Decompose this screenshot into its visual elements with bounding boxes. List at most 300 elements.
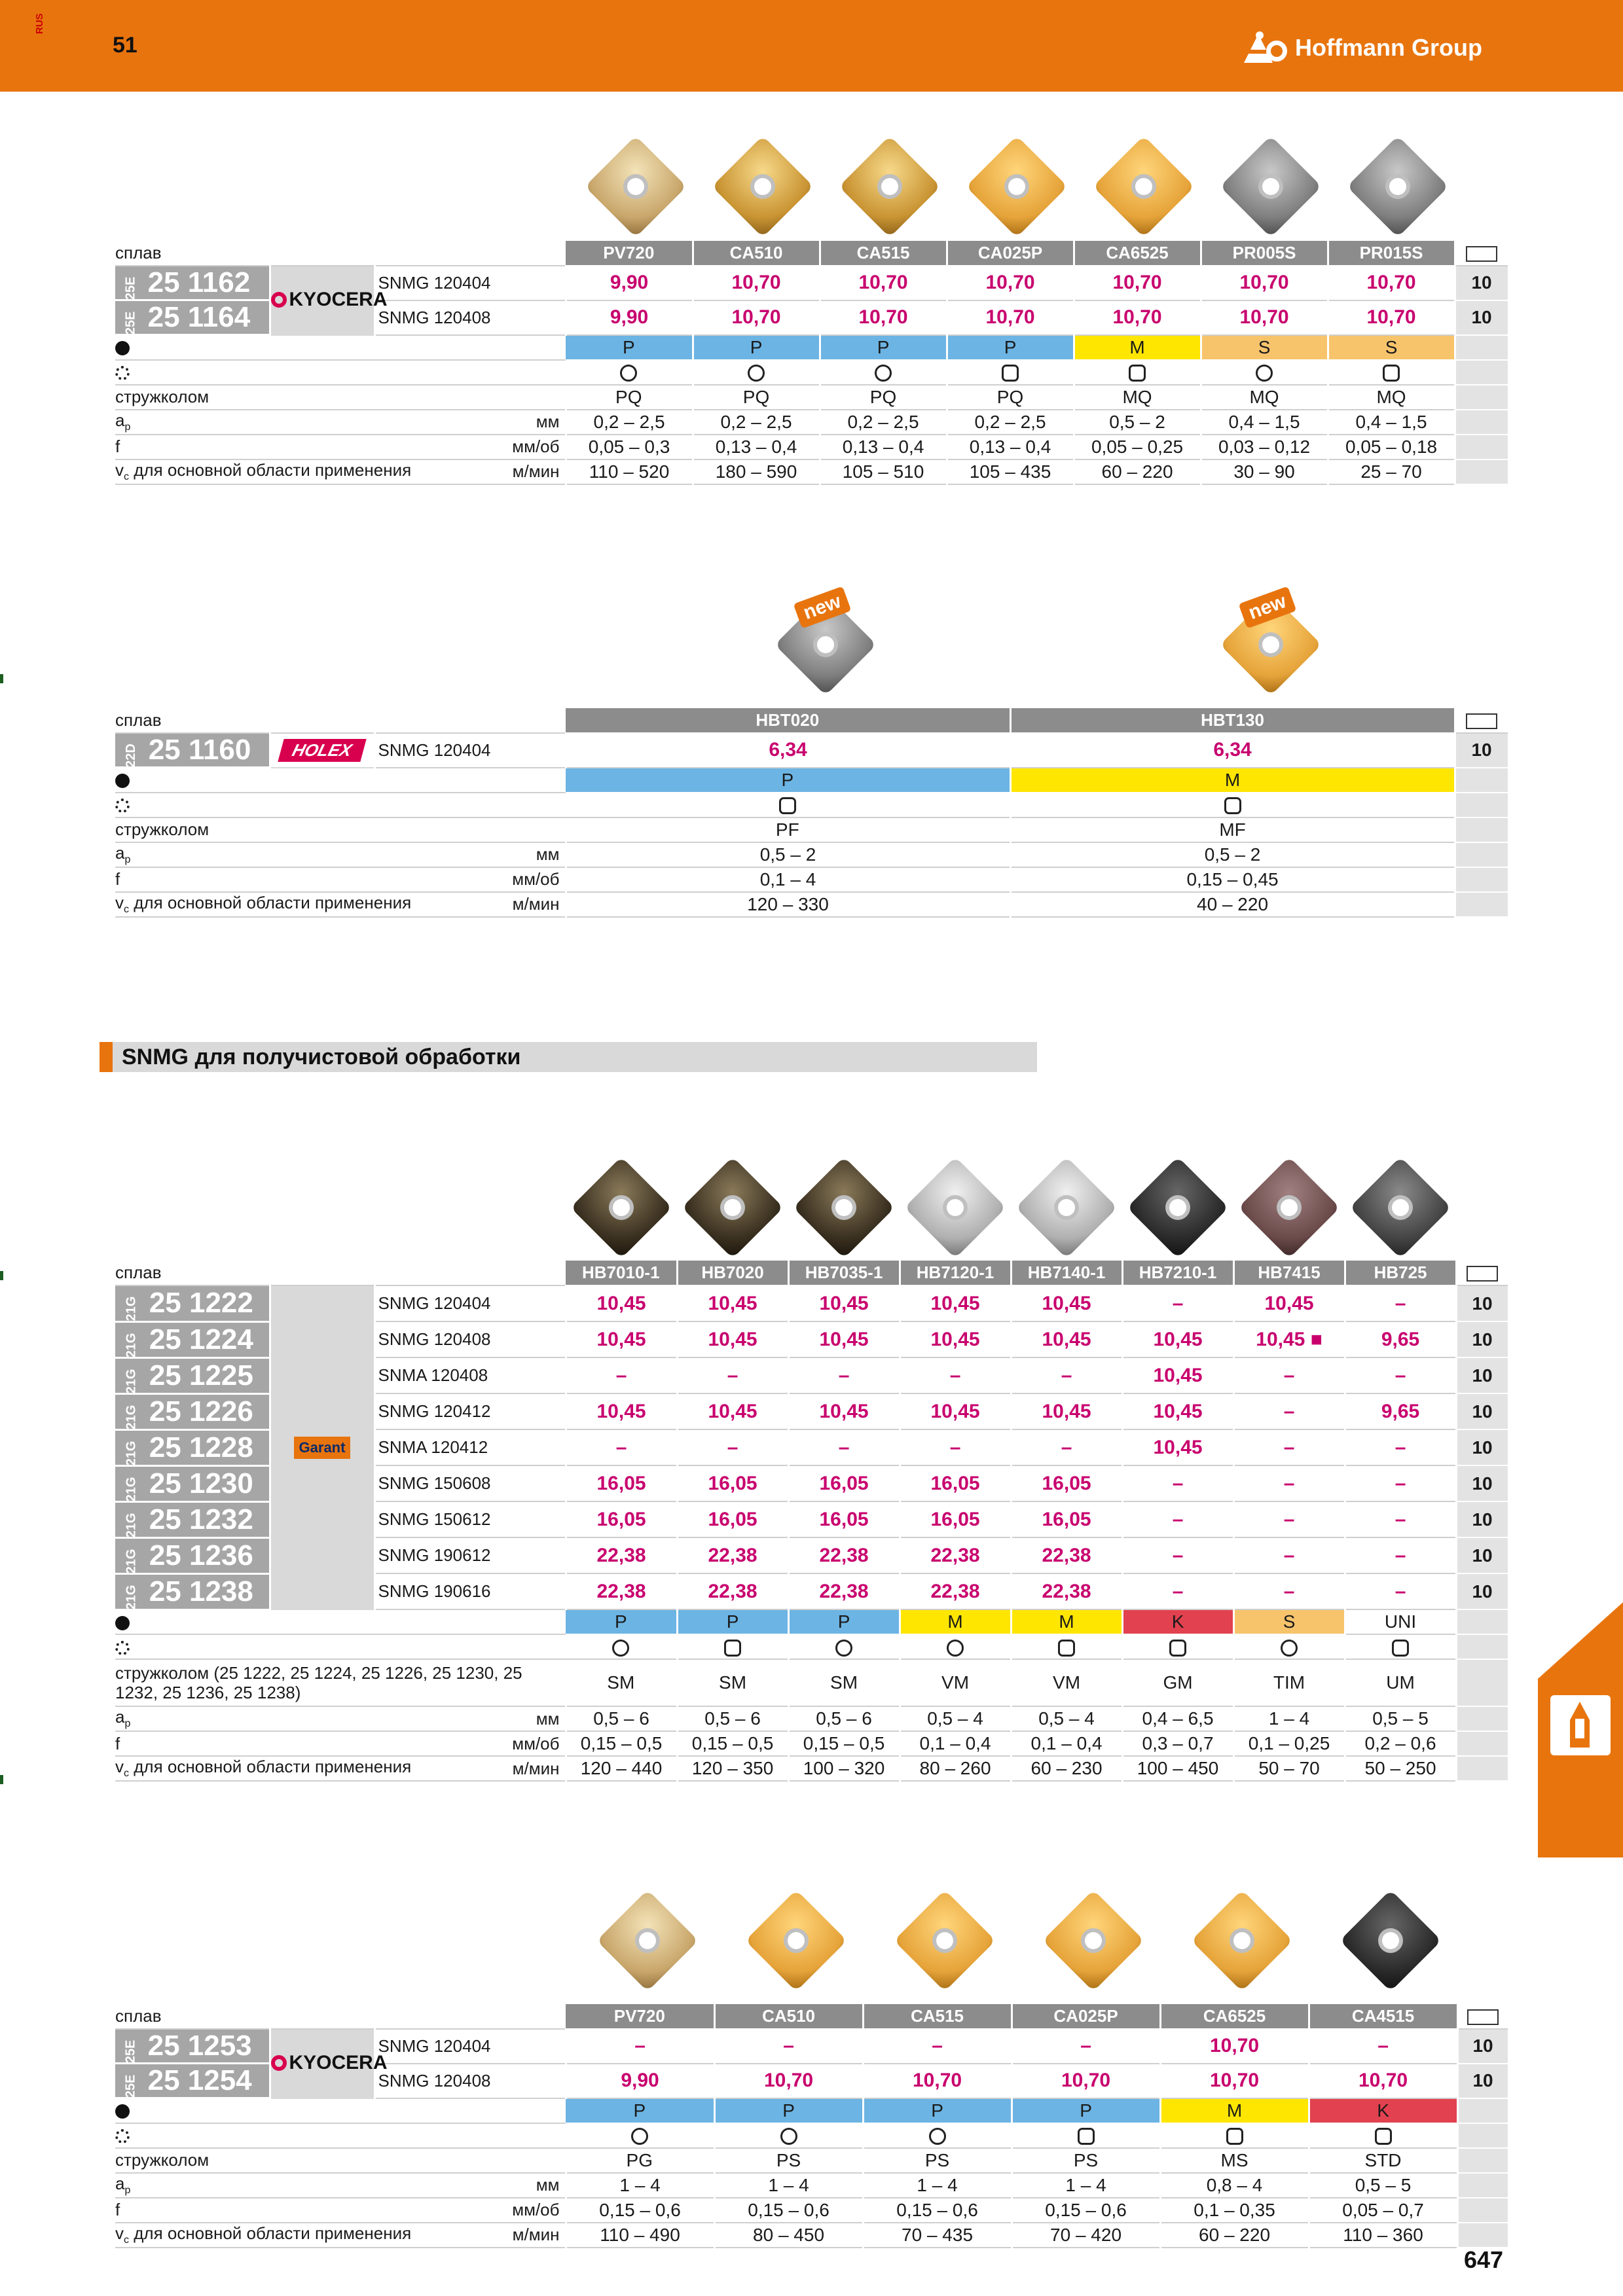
table-row <box>115 1285 1508 1321</box>
grade-header: CA510 <box>693 241 820 266</box>
f-value: 0,15 – 0,45 <box>1010 867 1455 892</box>
f-value: 0,13 – 0,4 <box>820 435 947 459</box>
unit: м/мин <box>374 459 566 484</box>
price[interactable]: 10,45 <box>1011 1321 1122 1357</box>
price[interactable]: 10,70 <box>947 266 1074 300</box>
price[interactable]: – <box>900 1357 1011 1393</box>
price[interactable]: – <box>566 1429 677 1465</box>
grade-header: HB7035-1 <box>788 1261 900 1285</box>
grade-header: HB7010-1 <box>566 1261 677 1285</box>
price[interactable]: – <box>714 2029 863 2064</box>
price[interactable]: 22,38 <box>566 1573 677 1609</box>
designation: SNMG 120408 <box>374 300 566 335</box>
price[interactable]: – <box>566 2029 714 2064</box>
insert-images <box>115 590 1508 687</box>
chipbreaker: PS <box>714 2148 863 2173</box>
coating-icon <box>115 360 566 385</box>
geometry-icon <box>1160 2123 1309 2148</box>
price[interactable]: – <box>1122 1285 1233 1321</box>
price[interactable]: 10,70 <box>863 2064 1012 2098</box>
price[interactable]: 10,70 <box>1074 300 1201 335</box>
article-number[interactable]: 21G 25 1236 <box>115 1537 270 1573</box>
price[interactable]: 10,45 <box>1122 1429 1233 1465</box>
geometry-icon <box>900 1634 1011 1659</box>
pack-qty: 10 <box>1456 1285 1508 1321</box>
insert-image <box>1093 135 1195 238</box>
price[interactable]: 9,90 <box>566 300 693 335</box>
vc-label: $v_c$ для основной области применения <box>115 459 374 484</box>
vc-value: 30 – 90 <box>1201 459 1328 484</box>
price[interactable]: – <box>1233 1501 1345 1537</box>
price[interactable]: 22,38 <box>677 1573 788 1609</box>
pack-qty: 10 <box>1456 1393 1508 1429</box>
grade-header: CA6525 <box>1074 241 1201 266</box>
pack-qty: 10 <box>1457 2029 1508 2064</box>
insert-image <box>1127 1157 1229 1259</box>
price[interactable]: 10,70 <box>1328 300 1455 335</box>
ap-label: $a_p$ <box>115 1706 374 1731</box>
vc-value: 60 – 220 <box>1074 459 1201 484</box>
f-value: 0,15 – 0,6 <box>714 2198 863 2223</box>
hoffmann-logo[interactable] <box>1244 31 1482 64</box>
iso-group: M <box>1160 2098 1309 2123</box>
price[interactable]: 22,38 <box>900 1573 1011 1609</box>
designation: SNMG 150608 <box>374 1465 566 1501</box>
gutter-mark <box>0 1775 3 1784</box>
unit: м/мин <box>374 892 566 917</box>
language-code: RUS <box>34 13 45 34</box>
price[interactable]: – <box>1233 1465 1345 1501</box>
package-icon <box>1455 241 1508 266</box>
price[interactable]: 16,05 <box>788 1501 900 1537</box>
price[interactable]: 9,65 <box>1345 1393 1456 1429</box>
price[interactable]: 16,05 <box>788 1465 900 1501</box>
price[interactable]: 10,70 <box>1328 266 1455 300</box>
f-value: 0,15 – 0,5 <box>677 1731 788 1756</box>
ap-value: 0,5 – 2 <box>566 842 1010 867</box>
price[interactable]: – <box>788 1429 900 1465</box>
chipbreaker-label: стружколом <box>115 817 566 842</box>
geometry-icon <box>1074 360 1201 385</box>
grade-header: CA6525 <box>1160 2004 1309 2029</box>
iso-group: K <box>1309 2098 1457 2123</box>
product-table <box>115 241 1510 485</box>
price[interactable]: – <box>1345 1429 1456 1465</box>
brand-name: Hoffmann Group <box>1295 34 1482 61</box>
material-icon <box>115 335 566 360</box>
price[interactable]: 22,38 <box>1011 1537 1122 1573</box>
ap-value: 0,5 – 4 <box>900 1706 1011 1731</box>
ap-value: 0,5 – 2 <box>1074 410 1201 435</box>
price[interactable]: 10,45 <box>566 1285 677 1321</box>
price[interactable]: – <box>1233 1573 1345 1609</box>
chipbreaker: PG <box>566 2148 714 2173</box>
geometry-icon <box>566 360 693 385</box>
price[interactable]: – <box>1122 1465 1233 1501</box>
package-icon <box>1455 708 1508 733</box>
price[interactable]: 10,45 <box>566 1393 677 1429</box>
price[interactable]: 10,45 <box>1122 1357 1233 1393</box>
vc-value: 110 – 360 <box>1309 2223 1457 2248</box>
coating-icon <box>115 1634 566 1659</box>
price[interactable]: 16,05 <box>566 1501 677 1537</box>
insert-image <box>1347 135 1449 238</box>
material-icon <box>115 2098 566 2123</box>
price[interactable]: 10,70 <box>714 2064 863 2098</box>
price[interactable]: 22,38 <box>566 1537 677 1573</box>
price[interactable]: – <box>1309 2029 1457 2064</box>
price[interactable]: 10,70 <box>1160 2029 1309 2064</box>
grade-header: CA510 <box>714 2004 863 2029</box>
price[interactable]: – <box>1345 1357 1456 1393</box>
f-value: 0,05 – 0,3 <box>566 435 693 459</box>
alloy-label: сплав <box>115 1261 566 1285</box>
chipbreaker: MQ <box>1201 385 1328 410</box>
geometry-icon <box>1011 1634 1122 1659</box>
ap-value: 0,5 – 5 <box>1309 2173 1457 2198</box>
price[interactable]: – <box>863 2029 1012 2064</box>
package-icon <box>1457 2004 1508 2029</box>
geometry-icon <box>1328 360 1455 385</box>
vc-value: 120 – 440 <box>566 1756 677 1781</box>
insert-image <box>904 1157 1006 1259</box>
designation: SNMG 190616 <box>374 1573 566 1609</box>
ap-label: $a_p$ <box>115 410 374 435</box>
article-number[interactable]: 21G 25 1225 <box>115 1357 270 1393</box>
f-value: 0,03 – 0,12 <box>1201 435 1328 459</box>
geometry-icon <box>1012 2123 1160 2148</box>
price[interactable]: – <box>1345 1285 1456 1321</box>
vc-value: 105 – 510 <box>820 459 947 484</box>
price[interactable]: 22,38 <box>1011 1573 1122 1609</box>
chipbreaker: TIM <box>1233 1659 1345 1706</box>
designation: SNMA 120412 <box>374 1429 566 1465</box>
article-number[interactable]: 21G 25 1222 <box>115 1285 270 1321</box>
insert-image <box>682 1157 784 1259</box>
article-number[interactable]: 21G 25 1232 <box>115 1501 270 1537</box>
iso-group: P <box>947 335 1074 360</box>
ap-value: 0,2 – 2,5 <box>947 410 1074 435</box>
insert-images <box>115 151 1508 229</box>
pack-qty: 10 <box>1456 1573 1508 1609</box>
unit: мм <box>374 1706 566 1731</box>
kyocera-logo: KYOCERA <box>270 2029 374 2098</box>
material-icon <box>115 768 566 793</box>
insert-image <box>1349 1157 1451 1259</box>
chipbreaker: MF <box>1010 817 1455 842</box>
chapter-number: 51 <box>113 33 137 58</box>
grade-header: HB7020 <box>677 1261 788 1285</box>
price[interactable]: 16,05 <box>900 1465 1011 1501</box>
price[interactable]: – <box>1122 1501 1233 1537</box>
vc-value: 50 – 250 <box>1345 1756 1456 1781</box>
product-table <box>115 2004 1510 2248</box>
grade-header: HB7140-1 <box>1011 1261 1122 1285</box>
price[interactable]: 9,65 <box>1345 1321 1456 1357</box>
price[interactable]: 10,45 <box>1011 1393 1122 1429</box>
price[interactable]: 9,90 <box>566 266 693 300</box>
vc-value: 80 – 260 <box>900 1756 1011 1781</box>
insert-image <box>1191 1890 1293 1992</box>
price[interactable]: 10,70 <box>693 300 820 335</box>
price[interactable]: 10,45 <box>900 1393 1011 1429</box>
unit: мм <box>374 842 566 867</box>
f-label: f <box>115 435 374 459</box>
price[interactable]: 10,70 <box>1201 266 1328 300</box>
price[interactable]: 10,70 <box>1309 2064 1457 2098</box>
price[interactable]: – <box>677 1357 788 1393</box>
price[interactable]: – <box>1233 1429 1345 1465</box>
pack-qty: 10 <box>1456 1357 1508 1393</box>
article-number[interactable]: 21G 25 1230 <box>115 1465 270 1501</box>
designation: SNMG 120404 <box>374 1285 566 1321</box>
price[interactable]: 10,70 <box>1201 300 1328 335</box>
insert-image <box>839 135 941 238</box>
ap-value: 0,5 – 6 <box>788 1706 900 1731</box>
grade-header: HB725 <box>1345 1261 1456 1285</box>
price[interactable]: 16,05 <box>1011 1501 1122 1537</box>
price[interactable]: 16,05 <box>1011 1465 1122 1501</box>
pack-qty: 10 <box>1456 1501 1508 1537</box>
f-value: 0,15 – 0,6 <box>566 2198 714 2223</box>
f-value: 0,1 – 4 <box>566 867 1010 892</box>
insert-image <box>585 135 687 238</box>
geometry-icon <box>820 360 947 385</box>
designation: SNMG 120404 <box>374 266 566 300</box>
iso-group: P <box>566 335 693 360</box>
unit: мм/об <box>374 867 566 892</box>
turning-tool-icon[interactable] <box>1550 1695 1611 1755</box>
ap-value: 1 – 4 <box>714 2173 863 2198</box>
price[interactable]: 10,70 <box>693 266 820 300</box>
price[interactable]: 10,45 <box>1122 1321 1233 1357</box>
iso-group: P <box>693 335 820 360</box>
price[interactable]: 10,70 <box>947 300 1074 335</box>
article-number[interactable]: 21G 25 1228 <box>115 1429 270 1465</box>
chipbreaker: GM <box>1122 1659 1233 1706</box>
f-value: 0,13 – 0,4 <box>947 435 1074 459</box>
vc-value: 50 – 70 <box>1233 1756 1345 1781</box>
price[interactable]: 9,90 <box>566 2064 714 2098</box>
article-number[interactable]: 21G 25 1224 <box>115 1321 270 1357</box>
coating-icon <box>115 793 566 817</box>
price[interactable]: – <box>1345 1501 1456 1537</box>
ap-value: 0,4 – 6,5 <box>1122 1706 1233 1731</box>
article-number[interactable]: 21G 25 1226 <box>115 1393 270 1429</box>
price[interactable]: 10,45 <box>677 1321 788 1357</box>
pack-qty: 10 <box>1456 1321 1508 1357</box>
price[interactable]: 10,45 <box>788 1321 900 1357</box>
grade-header: PR015S <box>1328 241 1455 266</box>
ap-value: 0,5 – 5 <box>1345 1706 1456 1731</box>
price[interactable]: 10,45 <box>677 1285 788 1321</box>
article-number[interactable]: 25E 25 1162 <box>115 266 270 300</box>
price[interactable]: 22,38 <box>900 1537 1011 1573</box>
vc-label: $v_c$ для основной области применения <box>115 2223 374 2248</box>
price[interactable]: – <box>1345 1537 1456 1573</box>
chipbreaker: PS <box>863 2148 1012 2173</box>
geometry-icon <box>1345 1634 1456 1659</box>
ap-value: 0,2 – 2,5 <box>820 410 947 435</box>
price[interactable]: – <box>1345 1573 1456 1609</box>
price[interactable]: 10,70 <box>1160 2064 1309 2098</box>
grade-header: CA4515 <box>1309 2004 1457 2029</box>
price[interactable]: 16,05 <box>566 1465 677 1501</box>
price[interactable]: – <box>1345 1465 1456 1501</box>
price[interactable]: – <box>900 1429 1011 1465</box>
unit: мм <box>374 410 566 435</box>
vc-value: 100 – 450 <box>1122 1756 1233 1781</box>
iso-group: M <box>900 1609 1011 1634</box>
pack-qty: 10 <box>1455 733 1508 768</box>
geometry-icon <box>566 2123 714 2148</box>
article-number[interactable]: 25E 25 1254 <box>115 2064 270 2098</box>
insert-image <box>1340 1890 1442 1992</box>
designation: SNMG 120404 <box>374 2029 566 2064</box>
article-number[interactable]: 22D 25 1160 <box>115 733 270 768</box>
iso-group: P <box>788 1609 900 1634</box>
f-value: 0,1 – 0,4 <box>900 1731 1011 1756</box>
price[interactable]: 10,70 <box>1012 2064 1160 2098</box>
price[interactable]: 16,05 <box>677 1465 788 1501</box>
ap-value: 0,2 – 2,5 <box>566 410 693 435</box>
iso-group: P <box>566 2098 714 2123</box>
vc-value: 110 – 490 <box>566 2223 714 2248</box>
chipbreaker: PS <box>1012 2148 1160 2173</box>
gutter-mark <box>0 674 3 683</box>
iso-group: M <box>1010 768 1455 793</box>
iso-group: P <box>714 2098 863 2123</box>
vc-label: $v_c$ для основной области применения <box>115 892 374 917</box>
f-value: 0,1 – 0,4 <box>1011 1731 1122 1756</box>
price[interactable]: – <box>1122 1537 1233 1573</box>
alloy-label: сплав <box>115 708 566 733</box>
price[interactable]: – <box>1233 1357 1345 1393</box>
ap-value: 0,4 – 1,5 <box>1328 410 1455 435</box>
vc-value: 60 – 220 <box>1160 2223 1309 2248</box>
price[interactable]: 16,05 <box>677 1501 788 1537</box>
price[interactable]: 10,45 <box>788 1285 900 1321</box>
chipbreaker: PQ <box>820 385 947 410</box>
price[interactable]: 10,45 <box>900 1321 1011 1357</box>
ap-label: $a_p$ <box>115 2173 374 2198</box>
pack-qty: 10 <box>1455 300 1508 335</box>
f-value: 0,15 – 0,6 <box>863 2198 1012 2223</box>
insert-images <box>115 1172 1508 1250</box>
price[interactable]: 22,38 <box>788 1537 900 1573</box>
iso-group: K <box>1122 1609 1233 1634</box>
geometry-icon <box>1010 793 1455 817</box>
price[interactable]: – <box>1233 1537 1345 1573</box>
iso-group: UNI <box>1345 1609 1456 1634</box>
chipbreaker: PF <box>566 817 1010 842</box>
chipbreaker: VM <box>900 1659 1011 1706</box>
price[interactable]: 10,45 <box>788 1393 900 1429</box>
vc-value: 80 – 450 <box>714 2223 863 2248</box>
grade-header: CA025P <box>947 241 1074 266</box>
geometry-icon <box>566 1634 677 1659</box>
insert-image <box>1238 1157 1340 1259</box>
price[interactable]: 6,34 <box>566 733 1010 768</box>
geometry-icon <box>714 2123 863 2148</box>
price[interactable]: 10,70 <box>1074 266 1201 300</box>
f-value: 0,3 – 0,7 <box>1122 1731 1233 1756</box>
geometry-icon <box>677 1634 788 1659</box>
price[interactable]: – <box>677 1429 788 1465</box>
iso-group: P <box>566 768 1010 793</box>
pack-qty: 10 <box>1457 2064 1508 2098</box>
f-value: 0,05 – 0,18 <box>1328 435 1455 459</box>
product-table <box>115 1261 1510 1782</box>
grade-header: PV720 <box>566 241 693 266</box>
price[interactable]: – <box>1122 1573 1233 1609</box>
article-number[interactable]: 21G 25 1238 <box>115 1573 270 1609</box>
insert-image <box>596 1890 699 1992</box>
price[interactable]: – <box>788 1357 900 1393</box>
pack-qty: 10 <box>1456 1537 1508 1573</box>
package-icon <box>1456 1261 1508 1285</box>
article-number[interactable]: 25E 25 1164 <box>115 300 270 335</box>
price[interactable]: – <box>566 1357 677 1393</box>
geometry-icon <box>693 360 820 385</box>
price[interactable]: 10,45 <box>566 1321 677 1357</box>
price[interactable]: – <box>1012 2029 1160 2064</box>
material-icon <box>115 1609 566 1634</box>
pack-qty: 10 <box>1456 1429 1508 1465</box>
chipbreaker: MS <box>1160 2148 1309 2173</box>
section-title: SNMG для получистовой обработки <box>122 1045 521 1069</box>
chipbreaker: SM <box>677 1659 788 1706</box>
vc-value: 25 – 70 <box>1328 459 1455 484</box>
ap-value: 0,8 – 4 <box>1160 2173 1309 2198</box>
price[interactable]: 10,45 <box>1122 1393 1233 1429</box>
price[interactable]: 10,45 ■ <box>1233 1321 1345 1357</box>
chipbreaker-label: стружколом (25 1222, 25 1224, 25 1226, 25 1230, 25 1232, 25 1236, 25 1238) <box>115 1659 566 1706</box>
price[interactable]: 10,70 <box>820 266 947 300</box>
price[interactable]: 10,45 <box>1011 1285 1122 1321</box>
iso-group: S <box>1233 1609 1345 1634</box>
grade-header: CA515 <box>820 241 947 266</box>
chipbreaker: PQ <box>693 385 820 410</box>
price[interactable]: 10,45 <box>677 1393 788 1429</box>
price[interactable]: 16,05 <box>900 1501 1011 1537</box>
pack-qty: 10 <box>1455 266 1508 300</box>
hoffmann-logo-icon <box>1244 31 1291 64</box>
geometry-icon <box>1122 1634 1233 1659</box>
price[interactable]: 10,70 <box>820 300 947 335</box>
price[interactable]: 10,45 <box>900 1285 1011 1321</box>
f-value: 0,15 – 0,5 <box>566 1731 677 1756</box>
geometry-icon <box>1233 1634 1345 1659</box>
vc-value: 180 – 590 <box>693 459 820 484</box>
f-value: 0,13 – 0,4 <box>693 435 820 459</box>
price[interactable]: 22,38 <box>788 1573 900 1609</box>
price[interactable]: – <box>1011 1429 1122 1465</box>
new-badge: new <box>793 586 852 629</box>
price[interactable]: 6,34 <box>1010 733 1455 768</box>
price[interactable]: – <box>1011 1357 1122 1393</box>
article-number[interactable]: 25E 25 1253 <box>115 2029 270 2064</box>
price[interactable]: – <box>1233 1393 1345 1429</box>
price[interactable]: 22,38 <box>677 1537 788 1573</box>
ap-value: 0,2 – 2,5 <box>693 410 820 435</box>
f-value: 0,05 – 0,7 <box>1309 2198 1457 2223</box>
price[interactable]: 10,45 <box>1233 1285 1345 1321</box>
iso-group: P <box>1012 2098 1160 2123</box>
vc-value: 120 – 350 <box>677 1756 788 1781</box>
designation: SNMG 120408 <box>374 1321 566 1357</box>
vc-value: 100 – 320 <box>788 1756 900 1781</box>
